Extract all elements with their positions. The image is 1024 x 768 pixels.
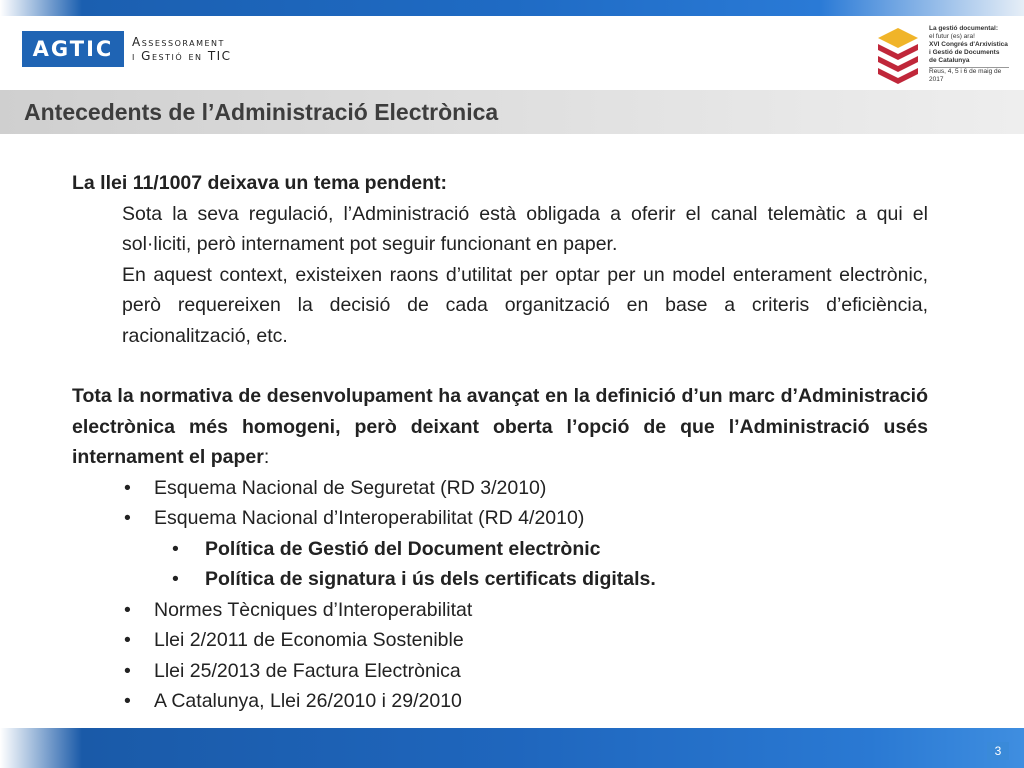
heading-llei: La llei 11/1007 deixava un tema pendent: [72, 172, 447, 194]
bullet-dot: • [124, 476, 131, 499]
conf-line2: el futur (es) ara! [929, 33, 975, 40]
conf-line3: XVI Congrés d'Arxivística [929, 41, 1008, 48]
list-item-text: Llei 2/2011 de Economia Sostenible [154, 629, 464, 651]
slide-title: Antecedents de l’Administració Electrònica [24, 99, 499, 125]
list-item-text: Esquema Nacional de Seguretat (RD 3/2010) [154, 476, 547, 499]
slide-content [72, 168, 928, 717]
agtic-logo-text [132, 35, 232, 63]
logo-line1: Assessorament [132, 35, 225, 49]
paragraph-1: Sota la seva regulació, l’Administració està obligada a oferir el canal telemàtic a qui el sol·liciti, però internament pot seguir funcionant en paper. [122, 202, 928, 255]
bullet-dot: • [124, 629, 131, 651]
conf-line1: La gestió documental: [929, 25, 998, 32]
bottom-decorative-bar [0, 728, 1024, 768]
bullet-dot: • [124, 598, 131, 621]
bullet-dot: • [172, 537, 179, 560]
agtic-logo-box: AGTIC [22, 31, 124, 67]
bullet-dot: • [172, 568, 179, 590]
conf-line4: i Gestió de Documents [929, 49, 1000, 56]
logo-line2: i Gestió en TIC [132, 49, 232, 63]
sub-list-item-text: Política de signatura i ús dels certificats digitals. [205, 568, 656, 590]
list-item [72, 595, 928, 626]
conference-text [929, 25, 1009, 84]
list-item-text: Esquema Nacional d’Interoperabilitat (RD 4/2010) [154, 507, 585, 529]
sub-list-item-text: Política de Gestió del Document electrònic [205, 537, 601, 560]
list-item [72, 656, 928, 687]
agtic-logo [22, 31, 232, 67]
top-decorative-bar [0, 0, 1024, 16]
list-item [72, 503, 928, 534]
list-item-text: Normes Tècniques d’Interoperabilitat [154, 598, 473, 621]
list-item [72, 686, 928, 717]
list-item-text: A Catalunya, Llei 26/2010 i 29/2010 [154, 690, 462, 712]
bullet-dot: • [124, 507, 131, 529]
heading-normativa-text: Tota la normativa de desenvolupament ha avançat en la definició d’un marc d’Administració electrònica més homogeni, però deixant oberta l’opció de que l’Administració usés internament el paper [72, 385, 928, 468]
bullet-dot: • [124, 659, 131, 682]
heading-normativa [72, 381, 928, 473]
heading-normativa-suffix: : [263, 446, 270, 468]
page-number: 3 [987, 742, 1009, 760]
paragraph-2: En aquest context, existeixen raons d’utilitat per optar per un model enterament electrònic, però requereixen la decisió de cada organització en base a criteris d’eficiència, racionalització, etc. [122, 263, 928, 347]
list-item [72, 625, 928, 656]
conf-line6: Reus, 4, 5 i 6 de maig de 2017 [929, 67, 1009, 84]
sub-list-item [72, 534, 928, 565]
bullet-dot: • [124, 690, 131, 712]
list-item-text: Llei 25/2013 de Factura Electrònica [154, 659, 461, 682]
sub-list-item [72, 564, 928, 595]
list-item [72, 473, 928, 504]
conf-line5: de Catalunya [929, 57, 970, 64]
